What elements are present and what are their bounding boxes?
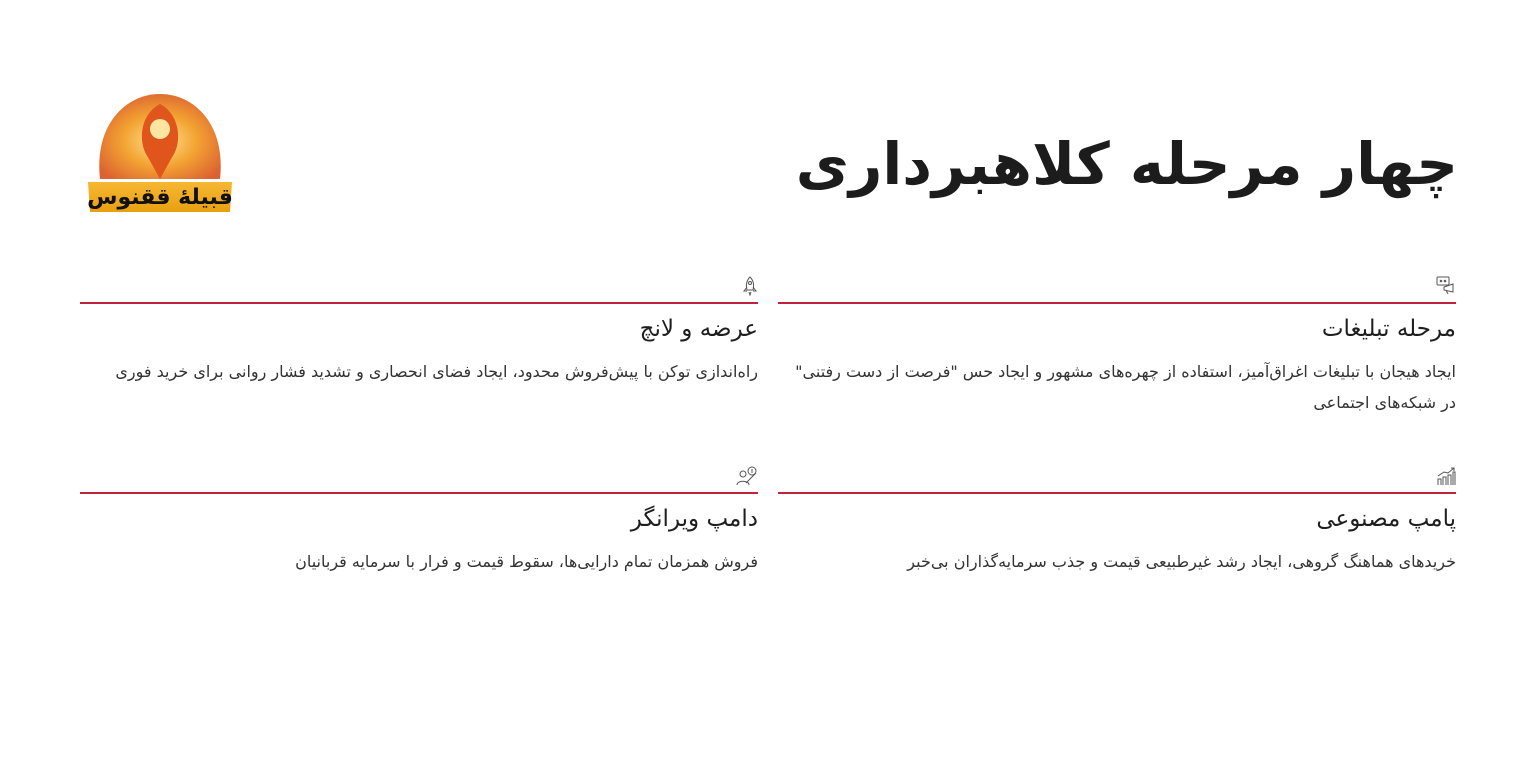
- stage-description: خریدهای هماهنگ گروهی، ایجاد رشد غیرطبیعی قیمت و جذب سرمایه‌گذاران بی‌خبر: [907, 552, 1456, 571]
- megaphone-icon: [778, 274, 1456, 296]
- divider: [778, 492, 1456, 494]
- divider: [80, 492, 758, 494]
- stage-title: پامپ مصنوعی: [1316, 506, 1456, 532]
- svg-text:قبیلهٔ ققنوس: قبیلهٔ ققنوس: [87, 185, 233, 210]
- phoenix-logo-icon: [86, 84, 234, 214]
- chart-growth-icon: [778, 464, 1456, 486]
- stage-card-launch: [80, 274, 758, 387]
- stage-card-advertising: [778, 274, 1456, 418]
- divider: [80, 302, 758, 304]
- stage-description: فروش همزمان تمام دارایی‌ها، سقوط قیمت و فرار با سرمایه قربانیان: [295, 552, 758, 571]
- stage-title: مرحله تبلیغات: [1321, 316, 1456, 342]
- stage-title: دامپ ویرانگر: [630, 506, 758, 532]
- stage-description: راه‌اندازی توکن با پیش‌فروش محدود، ایجاد فضای انحصاری و تشدید فشار روانی برای خرید فوری: [115, 362, 758, 381]
- stage-card-dump: [80, 464, 758, 577]
- stage-title: عرضه و لانچ: [639, 316, 758, 342]
- stage-card-pump: [778, 464, 1456, 577]
- stage-description: ایجاد هیجان با تبلیغات اغراق‌آمیز، استفاده از چهره‌های مشهور و ایجاد حس "فرصت از دست رفتنی" در شبکه‌های اجتماعی: [795, 362, 1456, 412]
- rocket-icon: [80, 274, 758, 296]
- logo: [86, 84, 234, 214]
- page-title: چهار مرحله کلاهبرداری: [795, 130, 1458, 198]
- people-money-icon: [80, 464, 758, 486]
- divider: [778, 302, 1456, 304]
